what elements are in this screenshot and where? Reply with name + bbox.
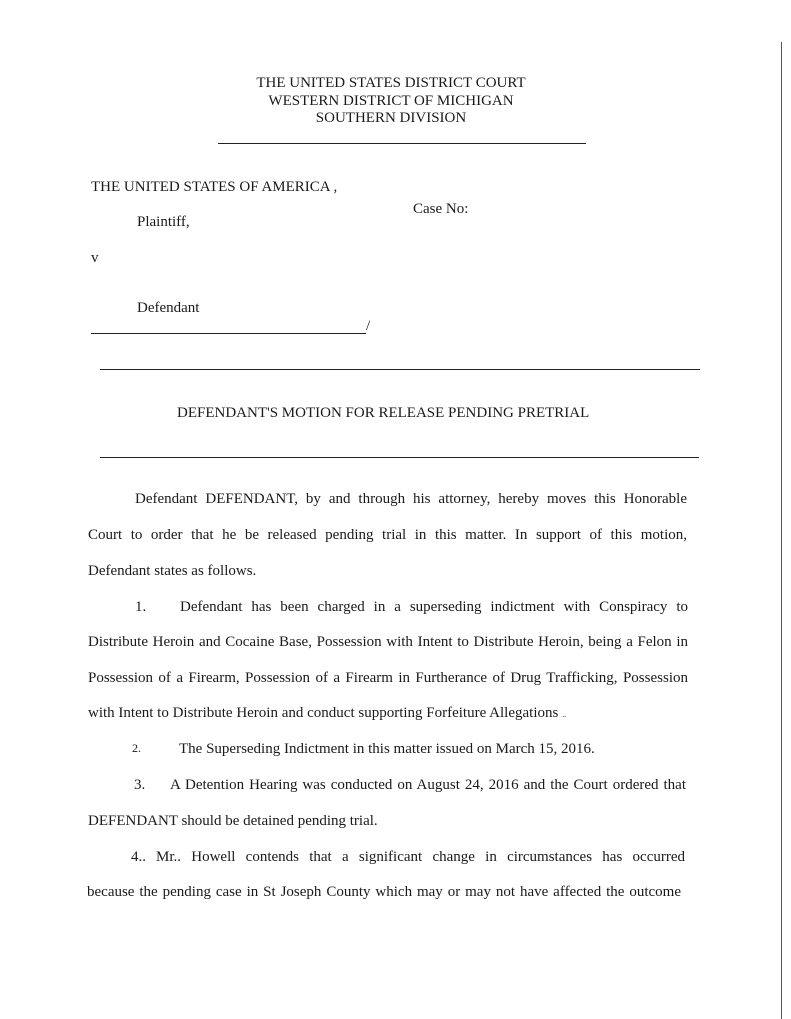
intro-line: Defendant DEFENDANT, by and through his attorney, hereby moves this Honorable xyxy=(135,491,687,507)
signature-slash: / xyxy=(366,318,371,334)
paragraph-number: 4.. xyxy=(131,849,146,865)
motion-title: DEFENDANT'S MOTION FOR RELEASE PENDING PRETRIAL xyxy=(177,405,590,421)
plaintiff-role: Plaintiff, xyxy=(137,214,190,230)
court-name: THE UNITED STATES DISTRICT COURT xyxy=(256,75,526,91)
court-district: WESTERN DISTRICT OF MICHIGAN xyxy=(268,93,514,109)
defendant-role: Defendant xyxy=(137,300,200,316)
intro-line: Defendant states as follows. xyxy=(88,563,257,579)
paragraph-line: The Superseding Indictment in this matter issued on March 15, 2016. xyxy=(179,741,595,757)
plaintiff-party: THE UNITED STATES OF AMERICA , xyxy=(91,179,338,195)
paragraph-line: Defendant has been charged in a superseding indictment with Conspiracy to xyxy=(180,599,688,615)
header-rule xyxy=(218,143,586,144)
title-rule-bottom xyxy=(100,457,699,458)
trailing-mark: .. xyxy=(562,710,567,719)
versus: v xyxy=(91,250,99,266)
signature-line xyxy=(91,333,366,334)
paragraph-line: Mr.. Howell contends that a significant change in circumstances has occurred xyxy=(156,849,685,865)
paragraph-line: with Intent to Distribute Heroin and conduct supporting Forfeiture Allegations .. xyxy=(88,705,567,721)
court-division: SOUTHERN DIVISION xyxy=(315,110,467,126)
page-right-edge xyxy=(781,42,782,1019)
title-rule-top xyxy=(100,369,700,370)
paragraph-line: Distribute Heroin and Cocaine Base, Possession with Intent to Distribute Heroin, being a Felon in xyxy=(88,634,688,650)
intro-line: Court to order that he be released pending trial in this matter. In support of this motion, xyxy=(88,527,687,543)
paragraph-line: A Detention Hearing was conducted on August 24, 2016 and the Court ordered that xyxy=(170,777,686,793)
paragraph-number: 2. xyxy=(132,741,141,755)
paragraph-number: 1. xyxy=(135,599,147,615)
paragraph-line: because the pending case in St Joseph County which may or may not have affected the outcome xyxy=(87,884,681,900)
paragraph-line: Possession of a Firearm, Possession of a Firearm in Furtherance of Drug Trafficking, Possession xyxy=(88,670,688,686)
case-number-label: Case No: xyxy=(413,201,469,217)
paragraph-number: 3. xyxy=(134,777,146,793)
paragraph-line: DEFENDANT should be detained pending trial. xyxy=(88,813,378,829)
